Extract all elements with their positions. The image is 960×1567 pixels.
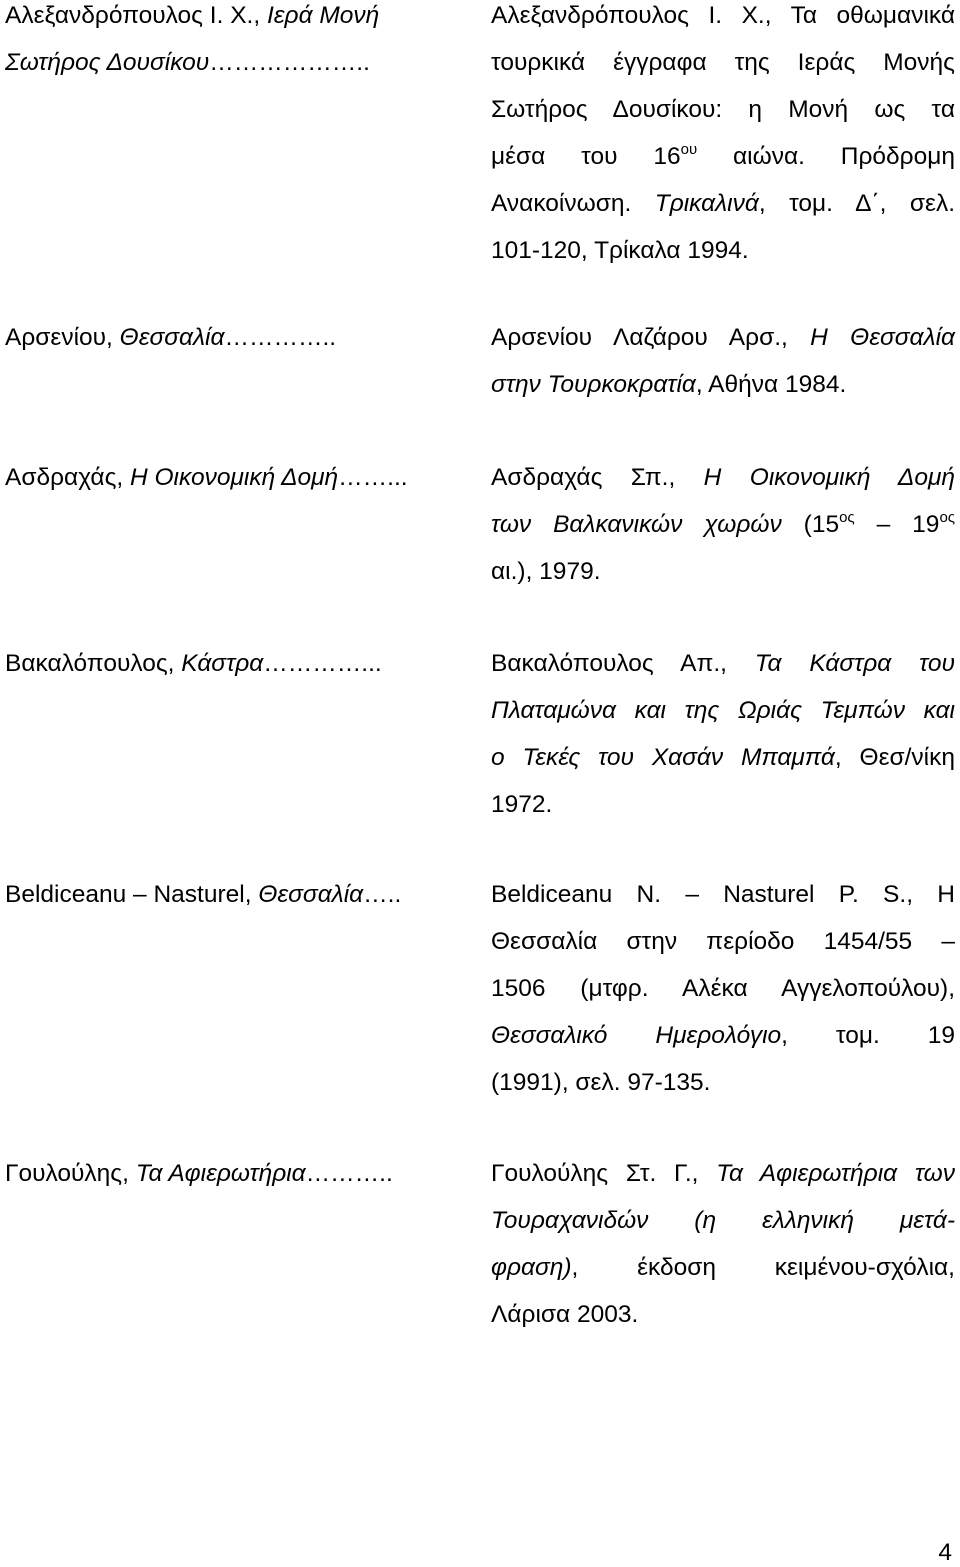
full-reference: Γουλούλης Στ. Γ., Τα Αφιερωτήρια των Τουραχανιδών (η ελληνική μετά- φραση), έκδοση κειμένου-σχόλια, Λάρισα 2003.	[491, 1160, 956, 1328]
abbreviation: Αρσενίου, Θεσσαλία…………..	[5, 324, 337, 351]
full-reference: Αλεξανδρόπουλος Ι. Χ., Τα οθωμανικά τουρκικά έγγραφα της Ιεράς Μονής Σωτήρος Δουσίκου: η Μονή ως τα μέσα του $16^{o\upsilon}$ αιώνα. Πρόδρομη Ανακοίνωση. Τρικαλινά, τομ. Δ΄, σελ. 101-120, Τρίκαλα 1994.	[491, 2, 955, 264]
full-reference: Ασδραχάς Σπ., Η Οικονομική Δομή των Βαλκανικών χωρών ($15^{o\varsigma} - 19^{o\varsigma}$ αι.), 1979.	[491, 464, 956, 585]
abbreviation: Βακαλόπουλος, Κάστρα…………...	[5, 650, 382, 677]
full-reference: Beldiceanu N. – Nasturel P. S., Η Θεσσαλία στην περίοδο 1454/55 – 1506 (μτφρ. Αλέκα Αγγελοπούλου), Θεσσαλικό Ημερολόγιο, τομ. 19 (1991), σελ. 97-135.	[491, 881, 955, 1096]
full-reference: Αρσενίου Λαζάρου Αρσ., Η Θεσσαλία στην Τουρκοκρατία, Αθήνα 1984.	[491, 324, 955, 398]
abbreviation: Beldiceanu – Nasturel, Θεσσαλία…..	[5, 881, 402, 908]
full-reference: Βακαλόπουλος Απ., Τα Κάστρα του Πλαταμώνα και της Ωριάς Τεμπών και ο Τεκές του Χασάν Μπαμπά, Θεσ/νίκη 1972.	[491, 650, 955, 818]
abbreviation: Γουλούλης, Τα Αφιερωτήρια………..	[5, 1160, 393, 1187]
page-number: 4	[938, 1539, 952, 1566]
abbreviation: Αλεξανδρόπουλος Ι. Χ., Ιερά Μονή Σωτήρος Δουσίκου………………..	[5, 2, 380, 76]
abbreviation: Ασδραχάς, Η Οικονομική Δομή……...	[5, 464, 408, 491]
